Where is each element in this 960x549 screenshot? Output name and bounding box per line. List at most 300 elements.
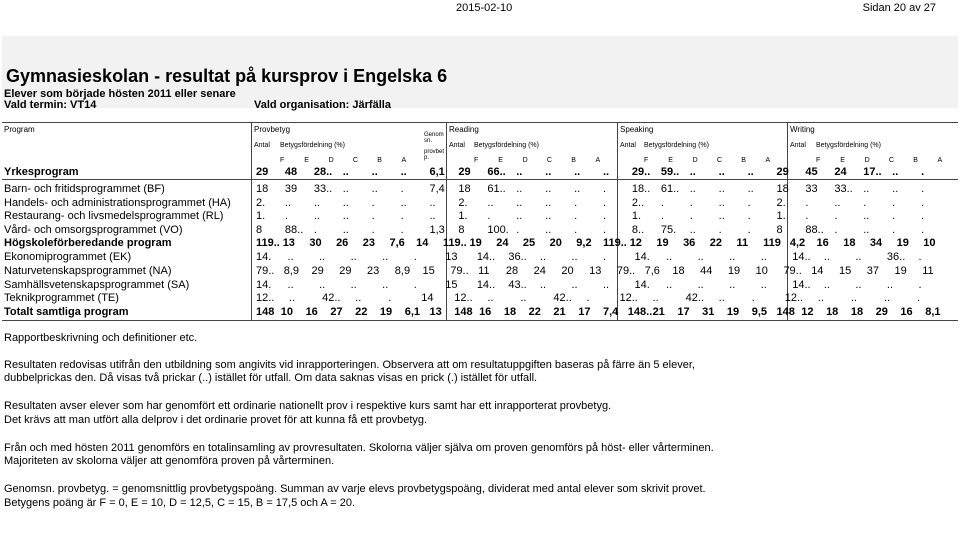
table-row-label: Ekonomiprogrammet (EK): [4, 251, 132, 263]
table-cell: .: [747, 197, 751, 209]
grade-header-d: D: [692, 157, 698, 164]
table-cell: ..: [545, 183, 552, 195]
table-cell: 8: [256, 224, 263, 236]
note-text: Majoriteten av skolorna väljer att genomföra proven på vårterminen.: [4, 455, 335, 467]
grade-header-e: E: [668, 157, 673, 164]
table-row-label: Samhällsvetenskapsprogrammet (SA): [4, 279, 190, 291]
table-cell: ..: [342, 224, 349, 236]
table-cell: 16: [900, 306, 913, 318]
table-cell: 23: [367, 265, 380, 277]
table-cell: 10: [280, 306, 294, 318]
table-cell: 79..: [450, 265, 469, 277]
table-bottom-border: [2, 320, 958, 321]
table-cell: 25: [522, 237, 536, 249]
table-cell: ..: [382, 251, 389, 263]
table-cell: .: [313, 224, 317, 236]
grade-header-a: A: [765, 157, 771, 164]
grade-header-e: E: [304, 157, 309, 164]
table-cell: 16: [305, 306, 318, 318]
table-cell: 18: [850, 306, 864, 318]
table-cell: .: [718, 224, 722, 236]
table-cell: 22: [355, 306, 368, 318]
table-cell: 29: [311, 265, 324, 277]
table-cell: 12..: [619, 292, 638, 304]
grade-header-c: C: [716, 157, 722, 164]
note-text: Det krävs att man utfört alla delprov i det ordinarie provet för att kunna få ett provbetyg.: [4, 414, 428, 426]
table-cell: 36: [683, 237, 696, 249]
grade-header-b: B: [571, 157, 576, 164]
table-cell: 13: [589, 265, 602, 277]
table-cell: ..: [689, 166, 696, 178]
table-cell: 36..: [886, 251, 906, 263]
table-header-border: [2, 179, 958, 180]
table-row-label: Totalt samtliga program: [4, 306, 129, 318]
table-cell: ..: [574, 183, 581, 195]
table-cell: ..: [539, 279, 547, 291]
table-cell: .: [660, 210, 664, 222]
table-cell: 18: [843, 237, 856, 249]
table-cell: .: [689, 210, 693, 222]
genom-header: Genom sn.: [424, 132, 444, 144]
table-cell: .: [603, 183, 607, 195]
table-cell: 14: [416, 237, 429, 249]
column-divider: [787, 122, 788, 320]
table-cell: 14..: [476, 251, 496, 263]
table-cell: ..: [718, 197, 725, 209]
table-cell: 9,2: [576, 237, 592, 249]
table-cell: 19: [896, 237, 909, 249]
table-cell: 7,4: [429, 183, 445, 195]
antal-header: Antal: [620, 142, 636, 149]
table-cell: .: [805, 197, 809, 209]
table-cell: .: [747, 210, 751, 222]
table-row-label: Restaurang- och livsmedelsprogrammet (RL): [4, 210, 224, 222]
table-cell: 148: [256, 306, 275, 318]
table-row-label: Barn- och fritidsprogrammet (BF): [4, 183, 165, 195]
table-cell: 9,5: [751, 306, 767, 318]
table-cell: 18: [503, 306, 517, 318]
table-cell: .: [284, 210, 288, 222]
table-cell: 11: [478, 265, 490, 277]
table-cell: .: [892, 210, 896, 222]
genom-header-2: provbet p.: [424, 149, 445, 161]
table-cell: 28..: [313, 166, 333, 178]
table-cell: .: [916, 292, 920, 304]
report-description-link[interactable]: Rapportbeskrivning och definitioner etc.: [4, 332, 198, 344]
antal-header: Antal: [254, 142, 270, 149]
table-cell: .: [516, 224, 520, 236]
table-cell: 14..: [476, 279, 496, 291]
table-cell: ..: [539, 251, 547, 263]
table-cell: .: [892, 224, 896, 236]
table-cell: ..: [892, 183, 899, 195]
table-cell: .: [689, 197, 693, 209]
table-cell: 18..: [631, 183, 651, 195]
table-cell: .: [371, 224, 375, 236]
table-cell: 148: [454, 306, 473, 318]
table-cell: .: [400, 210, 404, 222]
table-cell: .: [603, 210, 607, 222]
table-cell: ..: [545, 197, 552, 209]
table-cell: ..: [892, 166, 899, 178]
table-cell: 29: [875, 306, 888, 318]
table-cell: ..: [371, 166, 378, 178]
table-cell: ..: [545, 166, 552, 178]
table-cell: 14.: [634, 279, 650, 291]
table-cell: 17: [677, 306, 690, 318]
grade-header-a: A: [401, 157, 407, 164]
table-row-label: Yrkesprogram: [4, 166, 79, 178]
table-cell: ..: [319, 279, 326, 291]
group-header-provbetyg: Provbetyg: [254, 125, 291, 134]
table-cell: ..: [729, 251, 736, 263]
group-header-speaking: Speaking: [620, 125, 654, 134]
table-cell: 18: [458, 183, 471, 195]
table-cell: 19: [379, 306, 393, 318]
table-cell: .: [805, 210, 809, 222]
table-cell: 79..: [616, 265, 636, 277]
table-cell: 37: [866, 265, 879, 277]
table-cell: .: [574, 210, 578, 222]
table-cell: .: [892, 197, 896, 209]
table-cell: 2.: [256, 197, 266, 209]
table-cell: .: [863, 197, 867, 209]
table-cell: ..: [487, 197, 494, 209]
table-cell: 43..: [508, 279, 527, 291]
table-cell: 13: [429, 306, 442, 318]
table-cell: ..: [855, 251, 862, 263]
table-cell: ..: [342, 183, 349, 195]
table-cell: 16: [816, 237, 829, 249]
table-cell: 148: [776, 306, 795, 318]
grade-header-e: E: [498, 157, 503, 164]
table-cell: 8,9: [394, 265, 411, 277]
table-cell: 14: [811, 265, 824, 277]
table-cell: 18: [776, 183, 789, 195]
table-cell: ..: [571, 279, 578, 291]
table-cell: 36..: [508, 251, 527, 263]
table-cell: 100.: [487, 224, 509, 236]
table-cell: ..: [516, 183, 523, 195]
table-cell: .: [603, 224, 607, 236]
table-cell: ..: [342, 210, 349, 222]
table-cell: .: [413, 251, 417, 263]
grade-header-b: B: [913, 157, 918, 164]
dist-header: Betygsfördelning (%): [644, 142, 709, 149]
column-divider: [617, 122, 618, 320]
group-header-writing: Writing: [790, 125, 815, 134]
table-cell: 19: [727, 265, 741, 277]
table-cell: .: [921, 210, 925, 222]
table-cell: ..: [760, 251, 767, 263]
table-cell: 1.: [256, 210, 266, 222]
table-cell: ..: [289, 292, 296, 304]
table-cell: ..: [545, 224, 552, 236]
table-cell: ..: [429, 210, 436, 222]
table-cell: .: [371, 210, 375, 222]
table-cell: 34: [869, 237, 883, 249]
table-cell: 30: [309, 237, 322, 249]
table-cell: 12..: [256, 292, 275, 304]
table-cell: ..: [883, 292, 891, 304]
table-cell: ..: [855, 279, 862, 291]
table-cell: ..: [400, 166, 407, 178]
note-text: dubbelprickas den. Då visas två prickar (..) istället för utfall. Om data saknas visas en prick (.) istället för utfall.: [4, 372, 538, 384]
table-cell: .: [400, 224, 404, 236]
table-cell: .: [388, 292, 392, 304]
table-cell: 33..: [834, 183, 853, 195]
table-cell: .: [921, 197, 925, 209]
table-cell: 14.: [256, 279, 272, 291]
table-cell: 119..: [603, 237, 627, 249]
table-cell: ..: [863, 210, 870, 222]
table-cell: 148..: [627, 306, 653, 318]
table-cell: 79..: [783, 265, 802, 277]
table-cell: 29: [776, 166, 789, 178]
table-cell: 48: [284, 166, 298, 178]
table-cell: .: [921, 224, 925, 236]
table-cell: 42..: [685, 292, 704, 304]
table-cell: 19: [656, 237, 669, 249]
table-cell: 14..: [792, 251, 811, 263]
table-row-label: Teknikprogrammet (TE): [4, 292, 119, 304]
table-cell: ..: [287, 251, 294, 263]
report-organisation: Vald organisation: Järfälla: [254, 99, 391, 111]
grade-header-f: F: [474, 157, 479, 164]
dist-header: Betygsfördelning (%): [280, 142, 345, 149]
table-cell: ..: [516, 197, 523, 209]
table-cell: 24: [533, 265, 546, 277]
table-cell: 31: [702, 306, 715, 318]
table-cell: 42..: [553, 292, 572, 304]
table-cell: 12..: [454, 292, 473, 304]
table-cell: 12: [629, 237, 642, 249]
table-cell: ..: [342, 166, 349, 178]
grade-header-a: A: [595, 157, 601, 164]
table-cell: 24: [496, 237, 509, 249]
table-row-label: Naturvetenskapsprogrammet (NA): [4, 265, 172, 277]
table-cell: 66..: [487, 166, 506, 178]
grade-header-f: F: [280, 157, 285, 164]
table-cell: ..: [666, 251, 673, 263]
table-cell: 45: [805, 166, 818, 178]
table-cell: ..: [400, 197, 407, 209]
table-cell: ..: [350, 251, 357, 263]
table-cell: ..: [574, 166, 581, 178]
table-cell: ..: [863, 224, 870, 236]
table-cell: 33..: [313, 183, 333, 195]
table-cell: 79..: [256, 265, 275, 277]
grade-header-a: A: [937, 157, 943, 164]
antal-header: Antal: [790, 142, 806, 149]
table-cell: 6,1: [429, 166, 445, 178]
table-cell: 15: [445, 279, 458, 291]
table-cell: ..: [718, 183, 725, 195]
table-cell: 19: [894, 265, 907, 277]
table-cell: 21: [652, 306, 665, 318]
table-row-label: Högskoleförberedande program: [4, 237, 172, 249]
table-cell: 29: [339, 265, 352, 277]
table-cell: 59..: [660, 166, 680, 178]
table-cell: 12..: [784, 292, 804, 304]
table-cell: 119..: [256, 237, 280, 249]
column-divider: [251, 122, 252, 320]
table-cell: ..: [342, 197, 349, 209]
table-cell: ..: [817, 292, 824, 304]
table-cell: 7,6: [389, 237, 405, 249]
antal-header: Antal: [449, 142, 465, 149]
table-cell: ..: [319, 251, 326, 263]
table-cell: 75.: [660, 224, 677, 236]
note-text: Resultaten avser elever som har genomfört ett ordinarie nationellt prov i respektive kurs samt har ett inrapporterat provbetyg.: [4, 400, 612, 412]
group-header-reading: Reading: [449, 125, 479, 134]
table-cell: .: [603, 197, 607, 209]
grade-header-e: E: [840, 157, 845, 164]
table-cell: ..: [689, 183, 696, 195]
grade-header-c: C: [888, 157, 894, 164]
table-cell: .: [413, 279, 417, 291]
table-cell: .: [487, 210, 491, 222]
table-cell: 27: [330, 306, 343, 318]
table-cell: 42..: [322, 292, 341, 304]
table-cell: 1.: [776, 210, 786, 222]
note-text: Betygens poäng är F = 0, E = 10, D = 12,5, C = 15, B = 17,5 och A = 20.: [4, 497, 356, 509]
report-subtitle: Elever som började hösten 2011 eller senare: [4, 88, 236, 100]
table-cell: 20: [561, 265, 574, 277]
table-cell: ..: [603, 166, 610, 178]
table-cell: .: [586, 292, 590, 304]
table-cell: ..: [718, 210, 725, 222]
table-cell: ..: [371, 183, 378, 195]
table-cell: 6,1: [404, 306, 420, 318]
table-cell: 39: [284, 183, 298, 195]
table-cell: 88..: [805, 224, 824, 236]
table-cell: ..: [516, 210, 523, 222]
note-text: Från och med hösten 2011 genomförs en totalinsamling av provresultaten. Skolorna väljer själva om proven genomförs på höst- eller vårterminen.: [4, 442, 714, 454]
grade-header-d: D: [522, 157, 528, 164]
table-cell: 8: [776, 224, 783, 236]
table-cell: ..: [666, 279, 673, 291]
report-title: Gymnasieskolan - resultat på kursprov i Engelska 6: [6, 66, 448, 86]
table-cell: ..: [823, 251, 830, 263]
table-cell: 11: [736, 237, 749, 249]
table-cell: ..: [545, 210, 552, 222]
table-cell: 14: [421, 292, 434, 304]
table-cell: 10: [755, 265, 768, 277]
table-row-label: Vård- och omsorgsprogrammet (VO): [4, 224, 183, 236]
table-cell: .: [918, 251, 922, 263]
table-cell: ..: [355, 292, 362, 304]
table-cell: .: [660, 197, 664, 209]
table-cell: 19: [469, 237, 482, 249]
grade-header-b: B: [741, 157, 746, 164]
table-cell: ..: [834, 197, 841, 209]
table-cell: 24: [834, 166, 847, 178]
table-cell: 12: [801, 306, 814, 318]
table-cell: 1.: [458, 210, 468, 222]
table-cell: 23: [362, 237, 376, 249]
table-cell: 29: [256, 166, 269, 178]
table-cell: 1.: [631, 210, 642, 222]
table-cell: ..: [729, 279, 736, 291]
grade-header-d: D: [864, 157, 870, 164]
table-cell: 2.: [458, 197, 468, 209]
table-cell: 1,3: [429, 224, 445, 236]
table-cell: .: [751, 292, 755, 304]
table-cell: 11: [922, 265, 934, 277]
table-cell: 88..: [284, 224, 304, 236]
table-cell: 4,2: [789, 237, 806, 249]
table-cell: ..: [886, 279, 894, 291]
table-cell: .: [400, 183, 404, 195]
table-cell: ..: [718, 292, 725, 304]
table-cell: 8..: [631, 224, 645, 236]
table-cell: ..: [760, 279, 767, 291]
table-cell: ..: [603, 279, 610, 291]
table-cell: 21: [553, 306, 566, 318]
table-cell: 17: [578, 306, 591, 318]
table-top-border: [2, 122, 958, 123]
table-cell: ..: [863, 183, 870, 195]
table-cell: 61..: [660, 183, 680, 195]
table-cell: 44: [700, 265, 713, 277]
table-cell: ..: [313, 197, 320, 209]
table-cell: ..: [487, 292, 494, 304]
grade-header-f: F: [816, 157, 821, 164]
dist-header: Betygsfördelning (%): [816, 142, 881, 149]
table-cell: ..: [689, 224, 696, 236]
table-cell: .: [921, 166, 925, 178]
table-cell: ..: [850, 292, 857, 304]
table-cell: 29: [458, 166, 471, 178]
report-term: Vald termin: VT14: [4, 99, 97, 111]
table-cell: 7,6: [644, 265, 660, 277]
table-cell: 2..: [631, 197, 645, 209]
table-cell: 16: [479, 306, 492, 318]
table-cell: ..: [652, 292, 659, 304]
table-cell: ..: [516, 166, 523, 178]
table-cell: 61..: [487, 183, 506, 195]
table-cell: ..: [571, 251, 578, 263]
table-cell: 8,1: [925, 306, 941, 318]
table-cell: ..: [350, 279, 357, 291]
table-cell: 17..: [863, 166, 882, 178]
table-cell: 22: [528, 306, 541, 318]
table-cell: .: [603, 251, 607, 263]
table-cell: 22: [709, 237, 723, 249]
table-cell: 15: [422, 265, 435, 277]
table-cell: .: [918, 279, 922, 291]
table-cell: 119: [763, 237, 781, 249]
grade-header-d: D: [328, 157, 334, 164]
table-cell: ..: [747, 166, 754, 178]
table-cell: 13: [282, 237, 295, 249]
table-cell: 119..: [442, 237, 467, 249]
table-cell: ..: [823, 279, 830, 291]
table-cell: 33: [805, 183, 818, 195]
table-cell: 18: [672, 265, 685, 277]
table-cell: 14.: [256, 251, 272, 263]
table-cell: ..: [697, 251, 704, 263]
table-cell: 8: [458, 224, 465, 236]
table-cell: 29..: [631, 166, 651, 178]
table-cell: 13: [445, 251, 458, 263]
table-cell: 15: [838, 265, 852, 277]
table-cell: ..: [429, 197, 436, 209]
header-date: 2015-02-10: [456, 2, 513, 14]
table-cell: .: [834, 224, 838, 236]
table-cell: 26: [336, 237, 349, 249]
